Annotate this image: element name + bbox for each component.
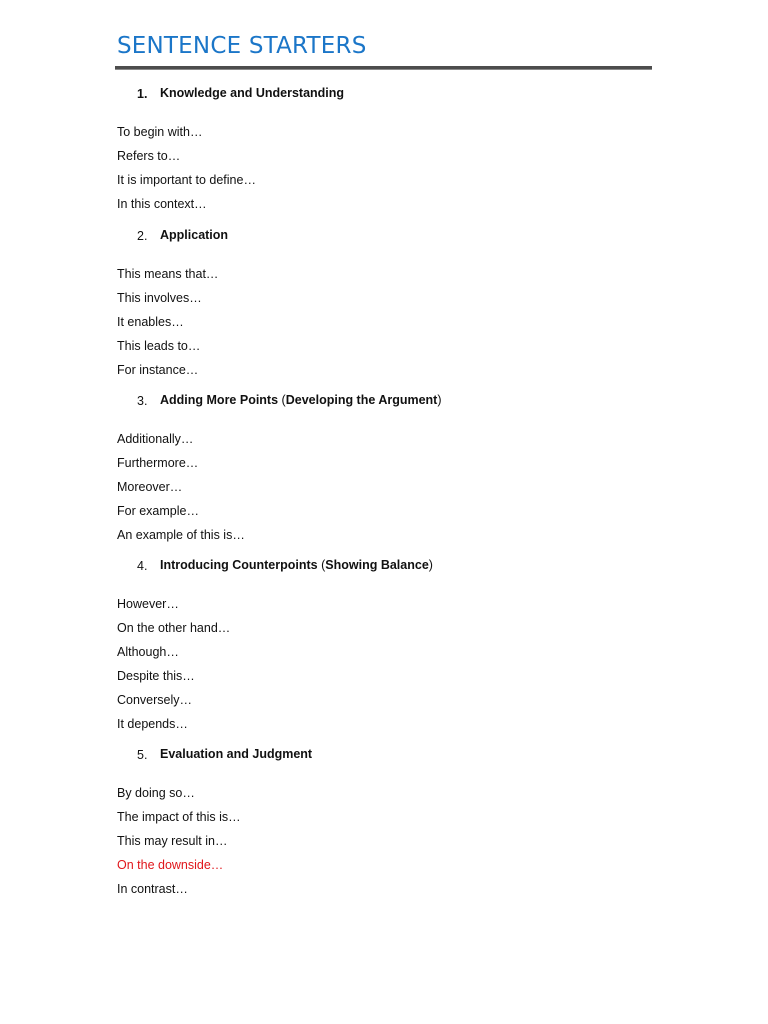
list-item: Additionally…: [117, 432, 194, 446]
list-item: In contrast…: [117, 882, 188, 896]
heading-close-paren: ): [437, 393, 442, 407]
section-heading: [117, 558, 657, 578]
page-title: SENTENCE STARTERS: [117, 33, 367, 59]
heading-main: Adding More Points: [160, 393, 279, 407]
section-heading-text: Application: [160, 228, 229, 242]
title-divider: [115, 66, 652, 70]
list-item: Refers to…: [117, 149, 181, 163]
section-counterpoints: [117, 558, 657, 736]
list-item: It enables…: [117, 315, 184, 329]
section-number: 4.: [137, 559, 148, 573]
section-knowledge: [117, 86, 657, 216]
list-item: For instance…: [117, 363, 199, 377]
section-heading: [117, 86, 657, 106]
list-item: It depends…: [117, 717, 188, 731]
list-item: Conversely…: [117, 693, 193, 707]
list-item: For example…: [117, 504, 199, 518]
list-item: This means that…: [117, 267, 219, 281]
section-heading: [117, 747, 657, 767]
list-item: By doing so…: [117, 786, 195, 800]
list-item: However…: [117, 597, 179, 611]
section-heading-text: Knowledge and Understanding: [160, 86, 345, 100]
section-adding-points: [117, 393, 657, 547]
list-item-highlighted: On the downside…: [117, 858, 224, 872]
list-item: This leads to…: [117, 339, 201, 353]
section-heading: [117, 393, 657, 413]
section-number: 1.: [137, 87, 148, 101]
heading-open-paren: (: [281, 393, 286, 407]
heading-close-paren: ): [428, 558, 433, 572]
section-application: [117, 228, 657, 382]
section-heading-text: [160, 558, 433, 572]
list-item: In this context…: [117, 197, 207, 211]
list-item: This involves…: [117, 291, 202, 305]
list-item: An example of this is…: [117, 528, 245, 542]
section-number: 5.: [137, 748, 148, 762]
section-heading-text: [160, 393, 442, 407]
heading-subtitle: Developing the Argument: [285, 393, 438, 407]
list-item: The impact of this is…: [117, 810, 241, 824]
section-heading-text: Evaluation and Judgment: [160, 747, 313, 761]
heading-main: Introducing Counterpoints: [160, 558, 318, 572]
list-item: Despite this…: [117, 669, 195, 683]
section-heading: [117, 228, 657, 248]
list-item: To begin with…: [117, 125, 203, 139]
list-item: It is important to define…: [117, 173, 256, 187]
heading-open-paren: (: [321, 558, 326, 572]
section-number: 3.: [137, 394, 148, 408]
heading-subtitle: Showing Balance: [325, 558, 429, 572]
section-number: 2.: [137, 229, 148, 243]
list-item: Furthermore…: [117, 456, 199, 470]
section-evaluation: [117, 747, 657, 901]
list-item: This may result in…: [117, 834, 228, 848]
list-item: On the other hand…: [117, 621, 231, 635]
list-item: Although…: [117, 645, 179, 659]
list-item: Moreover…: [117, 480, 183, 494]
